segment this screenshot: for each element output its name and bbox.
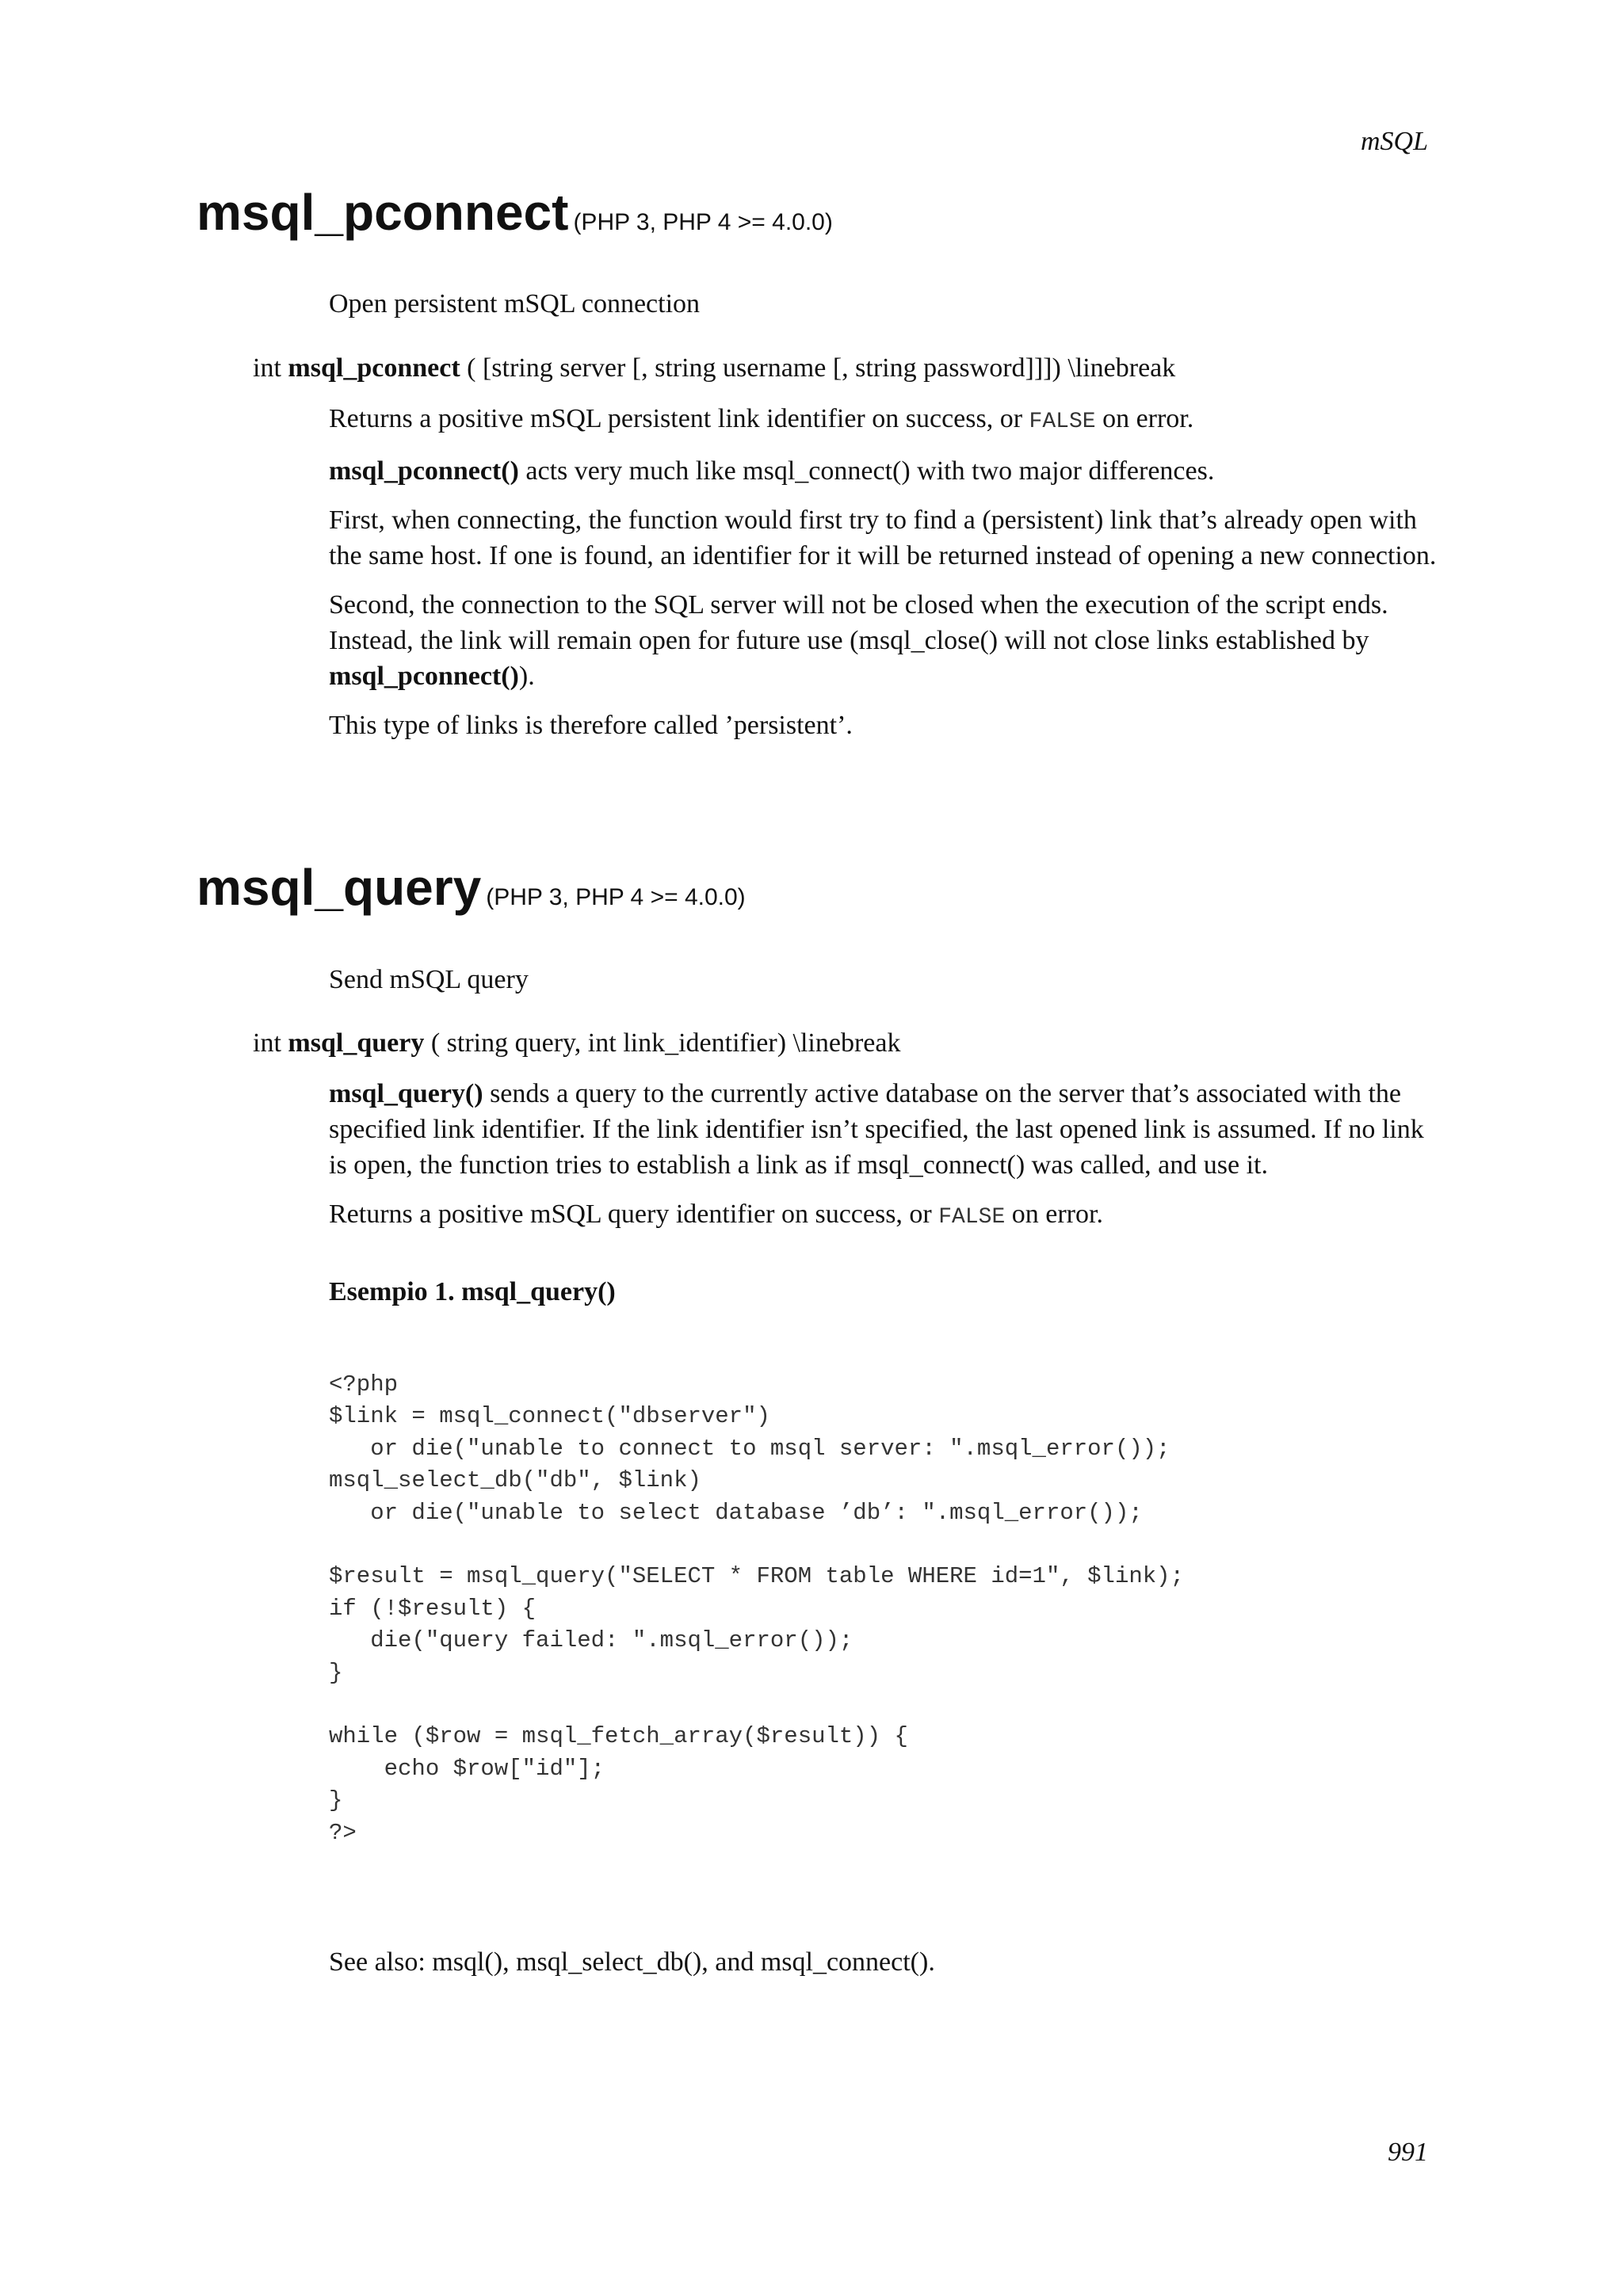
returns-paragraph: Returns a positive mSQL persistent link identifier on success, or FALSE on error. <box>329 404 1194 434</box>
inline-function-name: msql_pconnect() <box>329 456 519 486</box>
version-info: (PHP 3, PHP 4 >= 4.0.0) <box>486 884 746 910</box>
see-also: See also: msql(), msql_select_db(), and msql_connect(). <box>329 1947 935 1977</box>
description-msql-pconnect <box>329 401 1438 757</box>
function-purpose: Open persistent mSQL connection <box>329 289 701 318</box>
false-constant: FALSE <box>1029 410 1096 434</box>
code-example: <?php $link = msql_connect("dbserver") or die("unable to connect to msql server: ".msql_error()); msql_select_db("db", $link) or die("unable to select database ’db’: ".msql_error()); $result = msql_query("SELECT * FROM table WHERE id=1", $link); if (!$result) { die("query failed: ".msql_error()); } while ($row = msql_fetch_array($result)) { echo $row["id"]; } ?> <box>329 1371 1184 1846</box>
function-synopsis <box>253 353 1175 383</box>
persistent-paragraph: This type of links is therefore called ’persistent’. <box>329 711 853 740</box>
first-difference-paragraph: First, when connecting, the function would first try to find a (persistent) link that’s already open with the same host. If one is found, an identifier for it will be returned instead of opening a new connection. <box>329 505 1437 570</box>
running-header: mSQL <box>1360 127 1428 156</box>
return-type: int <box>253 353 281 383</box>
synopsis-params: ( string query, int link_identifier) \linebreak <box>430 1028 901 1058</box>
false-constant: FALSE <box>938 1205 1006 1230</box>
description-msql-query <box>329 1076 1438 1249</box>
function-synopsis <box>253 1028 900 1058</box>
example-title: Esempio 1. msql_query() <box>329 1277 616 1306</box>
inline-function-name: msql_pconnect() <box>329 662 519 691</box>
synopsis-function-name: msql_query <box>288 1028 425 1058</box>
second-difference-paragraph: Second, the connection to the SQL server will not be closed when the execution of the script ends. Instead, the link will remain open for future use (msql_close() will not close links established by msql_pconnect()). <box>329 590 1388 691</box>
function-name: msql_pconnect <box>197 184 569 241</box>
function-purpose: Send mSQL query <box>329 965 529 994</box>
synopsis-params: ( [string server [, string username [, string password]]]) \linebreak <box>467 353 1176 383</box>
page-number: 991 <box>1388 2138 1428 2167</box>
function-name: msql_query <box>197 859 482 916</box>
returns-paragraph: Returns a positive mSQL query identifier on success, or FALSE on error. <box>329 1199 1103 1230</box>
inline-function-name: msql_query() <box>329 1079 483 1108</box>
entry-title-msql-query <box>197 859 746 916</box>
version-info: (PHP 3, PHP 4 >= 4.0.0) <box>573 209 833 235</box>
return-type: int <box>253 1028 281 1058</box>
synopsis-function-name: msql_pconnect <box>288 353 460 383</box>
query-description-paragraph: msql_query() sends a query to the currently active database on the server that’s associated with the specified link identifier. If the link identifier isn’t specified, the last opened link is assumed. If no link is open, the function tries to establish a link as if msql_connect() was called, and use it. <box>329 1079 1424 1180</box>
entry-title-msql-pconnect <box>197 184 833 241</box>
differences-paragraph: msql_pconnect() acts very much like msql_connect() with two major differences. <box>329 456 1215 486</box>
